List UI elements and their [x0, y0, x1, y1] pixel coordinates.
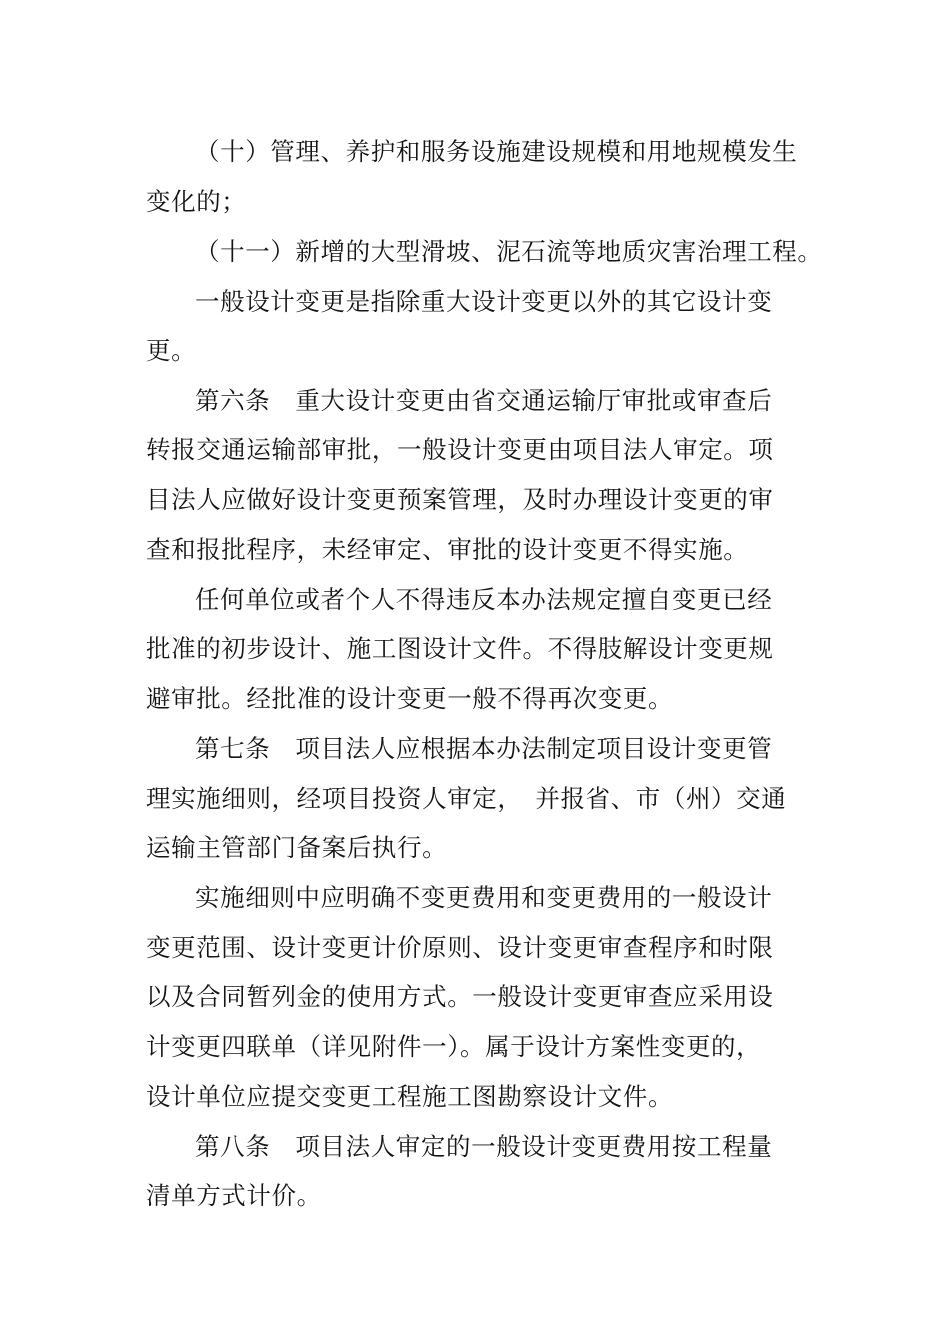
text-line: 变更范围、设计变更计价原则、设计变更审查程序和时限 [146, 933, 774, 962]
text-line: 设计单位应提交变更工程施工图勘察设计文件。 [146, 1082, 674, 1111]
text-line: 转报交通运输部审批，一般设计变更由项目法人审定。项 [146, 435, 774, 464]
text-line: （十）管理、养护和服务设施建设规模和用地规模发生 [195, 137, 798, 166]
text-line: 批准的初步设计、施工图设计文件。不得肢解设计变更规 [146, 634, 774, 663]
text-line: 清单方式计价。 [146, 1181, 322, 1210]
text-line: 以及合同暂列金的使用方式。一般设计变更审查应采用设 [146, 982, 774, 1011]
text-line: 运输主管部门备案后执行。 [146, 833, 448, 862]
text-line: 避审批。经批准的设计变更一般不得再次变更。 [146, 684, 674, 713]
text-line: （十一）新增的大型滑坡、泥石流等地质灾害治理工程。 [195, 237, 823, 266]
text-line: 任何单位或者个人不得违反本办法规定擅自变更已经 [195, 585, 773, 614]
text-line: 更。 [146, 336, 197, 365]
text-line: 第七条 项目法人应根据本办法制定项目设计变更管 [195, 734, 773, 763]
text-line: 理实施细则，经项目投资人审定， 并报省、市（州）交通 [146, 784, 787, 813]
text-line: 计变更四联单（详见附件一）。属于设计方案性变更的， [146, 1032, 762, 1061]
text-line: 实施细则中应明确不变更费用和变更费用的一般设计 [195, 883, 773, 912]
text-line: 变化的； [146, 187, 247, 216]
text-line: 目法人应做好设计变更预案管理，及时办理设计变更的审 [146, 485, 774, 514]
text-line: 查和报批程序，未经审定、审批的设计变更不得实施。 [146, 535, 749, 564]
text-line: 第八条 项目法人审定的一般设计变更费用按工程量 [195, 1132, 773, 1161]
text-line: 第六条 重大设计变更由省交通运输厅审批或审查后 [195, 386, 773, 415]
text-line: 一般设计变更是指除重大设计变更以外的其它设计变 [195, 287, 773, 316]
